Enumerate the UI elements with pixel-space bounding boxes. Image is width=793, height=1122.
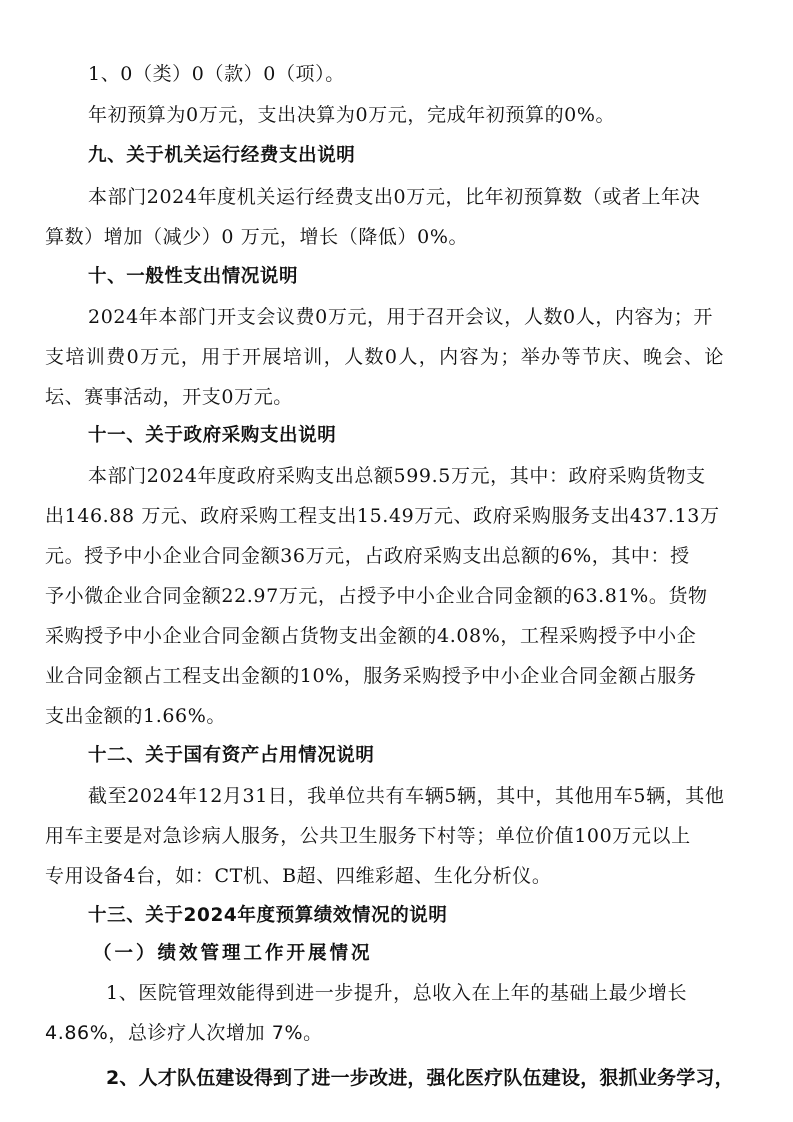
section-heading: 十二、关于国有资产占用情况说明 [88, 745, 375, 766]
text-line: 用车主要是对急诊病人服务，公共卫生服务下村等；单位价值100万元以上 [45, 825, 691, 847]
section-heading: 九、关于机关运行经费支出说明 [88, 145, 356, 166]
text-line: 支培训费0万元，用于开展培训，人数0人，内容为；举办等节庆、晚会、论 [45, 346, 725, 368]
text-line: 坛、赛事活动，开支0万元。 [45, 386, 293, 408]
text-line: 专用设备4台，如：CT机、B超、四维彩超、生化分析仪。 [45, 865, 552, 887]
text-line: 本部门2024年度机关运行经费支出0万元，比年初预算数（或者上年决 [88, 186, 701, 208]
text-line: 1、0（类）0（款）0（项）。 [88, 63, 345, 85]
text-line: 元。授予中小企业合同金额36万元，占政府采购支出总额的6%，其中：授 [45, 545, 690, 567]
section-heading: 十、一般性支出情况说明 [88, 266, 299, 287]
text-line: 支出金额的1.66%。 [45, 705, 226, 727]
text-line: 2024年本部门开支会议费0万元，用于召开会议，人数0人，内容为；开 [88, 306, 713, 328]
text-line: 2、人才队伍建设得到了进一步改进，强化医疗队伍建设，狠抓业务学习， [106, 1067, 734, 1089]
text-line: 截至2024年12月31日，我单位共有车辆5辆，其中，其他用车5辆，其他 [88, 785, 725, 807]
text-line: 予小微企业合同金额22.97万元，占授予中小企业合同金额的63.81%。货物 [45, 585, 708, 607]
text-line: 出146.88 万元、政府采购工程支出15.49万元、政府采购服务支出437.13万 [45, 505, 720, 527]
text-line: 1、医院管理效能得到进一步提升，总收入在上年的基础上最少增长 [106, 982, 688, 1004]
text-line: 本部门2024年度政府采购支出总额599.5万元，其中：政府采购货物支 [88, 465, 706, 487]
subsection-heading: （一）绩效管理工作开展情况 [93, 943, 373, 964]
text-line: 采购授予中小企业合同金额占货物支出金额的4.08%，工程采购授予中小企 [45, 625, 697, 647]
section-heading: 十一、关于政府采购支出说明 [88, 425, 337, 446]
text-line: 年初预算为0万元，支出决算为0万元，完成年初预算的0%。 [88, 104, 616, 126]
text-line: 业合同金额占工程支出金额的10%，服务采购授予中小企业合同金额占服务 [45, 665, 697, 687]
text-line: 算数）增加（减少）0 万元，增长（降低）0%。 [45, 226, 469, 248]
text-line: 4.86%，总诊疗人次增加 7%。 [45, 1022, 323, 1044]
section-heading: 十三、关于2024年度预算绩效情况的说明 [88, 905, 448, 926]
